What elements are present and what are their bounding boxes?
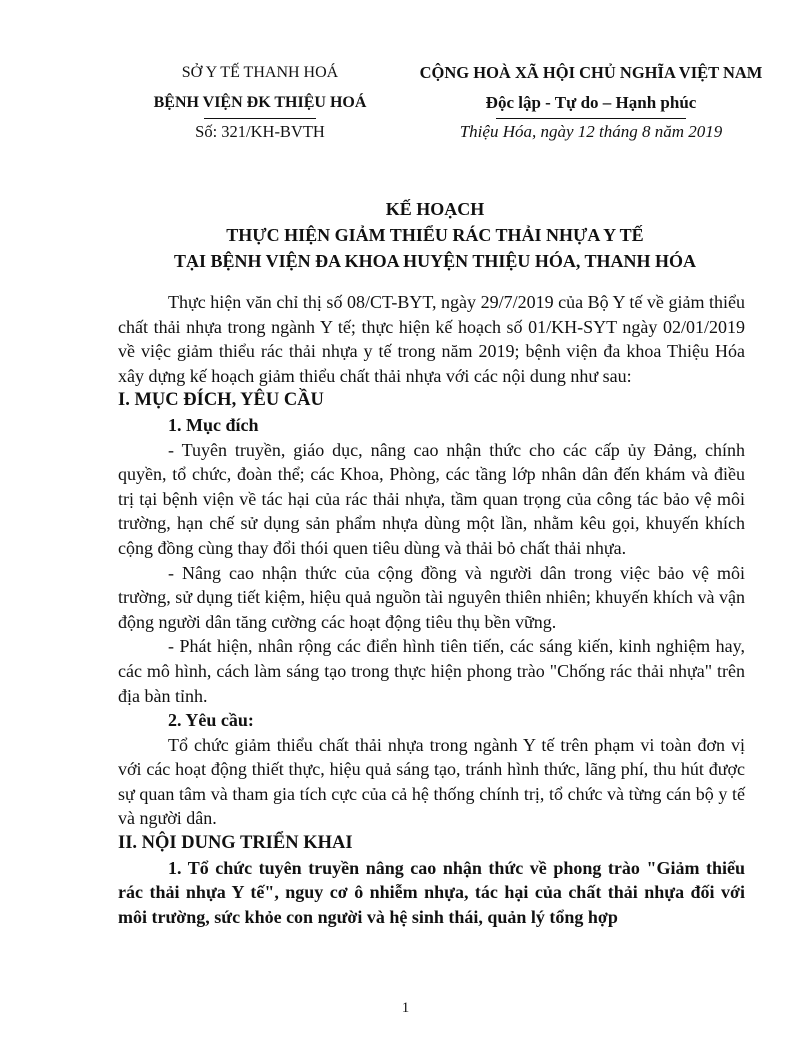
title-line-2: THỰC HIỆN GIẢM THIỂU RÁC THẢI NHỰA Y TẾ xyxy=(226,225,644,245)
section-2-item-1: 1. Tổ chức tuyên truyền nâng cao nhận thức về phong trào "Giảm thiểu rác thải nhựa Y tế", nguy cơ ô nhiễm nhựa, tác hại của chất thải nhựa đối với môi trường, sức khỏe con người và hệ sinh thái, quản lý tổng hợp xyxy=(118,857,745,927)
title-line-3: TẠI BỆNH VIỆN ĐA KHOA HUYỆN THIỆU HÓA, THANH HÓA xyxy=(173,251,697,271)
section-2-heading: II. NỘI DUNG TRIỂN KHAI xyxy=(118,833,353,854)
document-number: Số: 321/KH-BVTH xyxy=(195,122,325,141)
purpose-bullet-2: - Nâng cao nhận thức của cộng đồng và người dân trong việc bảo vệ môi trường, sử dụng tiết kiệm, hiệu quả nguồn tài nguyên thiên nhiên; khuyến khích và vận động người dân tăng cường các hoạt động tiêu thụ bền vững. xyxy=(118,562,745,632)
section-1-heading: I. MỤC ĐÍCH, YÊU CẦU xyxy=(118,390,324,411)
document-body xyxy=(118,290,745,929)
document-title xyxy=(100,196,770,274)
page-number: 1 xyxy=(401,1000,410,1016)
purpose-bullet-3: - Phát hiện, nhân rộng các điển hình tiên tiến, các sáng kiến, kinh nghiệm hay, các mô hình, cách làm sáng tạo trong thực hiện phong trào "Chống rác thải nhựa" trên địa bàn tỉnh. xyxy=(118,636,745,706)
purpose-bullet-1: - Tuyên truyền, giáo dục, nâng cao nhận thức cho các cấp ủy Đảng, chính quyền, tổ chức, đoàn thể; các Khoa, Phòng, các tầng lớp nhân dân đến khám và điều trị tại bệnh viện về tác hại của rác thải nhựa, tầm quan trọng của công tác bảo vệ môi trường, hạn chế sử dụng sản phẩm nhựa dùng một lần, nhằm kêu gọi, khuyến khích cộng đồng cùng thay đổi thói quen tiêu dùng và thải bỏ chất thải nhựa. xyxy=(118,439,745,558)
motto-underline xyxy=(496,118,686,119)
national-header-block xyxy=(406,62,776,143)
subsection-purpose-heading: 1. Mục đích xyxy=(168,414,259,435)
hospital-underline xyxy=(204,118,316,119)
issuing-agency-block xyxy=(120,62,400,143)
place-date: Thiệu Hóa, ngày 12 tháng 8 năm 2019 xyxy=(459,122,723,141)
intro-paragraph: Thực hiện văn chỉ thị số 08/CT-BYT, ngày 29/7/2019 của Bộ Y tế về giảm thiểu chất thải nhựa trong ngành Y tế; thực hiện kế hoạch số 01/KH-SYT ngày 02/01/2019 về việc giảm thiểu rác thải nhựa y tế trong năm 2019; bệnh viện đa khoa Thiệu Hóa xây dựng kế hoạch giảm thiểu chất thải nhựa với các nội dung như sau: xyxy=(118,292,745,386)
nation-name: CỘNG HOÀ XÃ HỘI CHỦ NGHĨA VIỆT NAM xyxy=(419,63,763,82)
requirement-paragraph: Tổ chức giảm thiểu chất thải nhựa trong ngành Y tế trên phạm vi toàn đơn vị với các hoạt động thiết thực, hiệu quả sáng tạo, tránh hình thức, lãng phí, thu hút được sự quan tâm và tham gia tích cực của cả hệ thống chính trị, tổ chức và từng cán bộ y tế và người dân. xyxy=(118,734,745,829)
hospital-name: BỆNH VIỆN ĐK THIỆU HOÁ xyxy=(153,94,367,111)
agency-name: SỞ Y TẾ THANH HOÁ xyxy=(181,64,339,81)
national-motto: Độc lập - Tự do – Hạnh phúc xyxy=(485,93,697,112)
title-line-1: KẾ HOẠCH xyxy=(385,199,485,219)
subsection-requirement-heading: 2. Yêu cầu: xyxy=(168,710,254,731)
